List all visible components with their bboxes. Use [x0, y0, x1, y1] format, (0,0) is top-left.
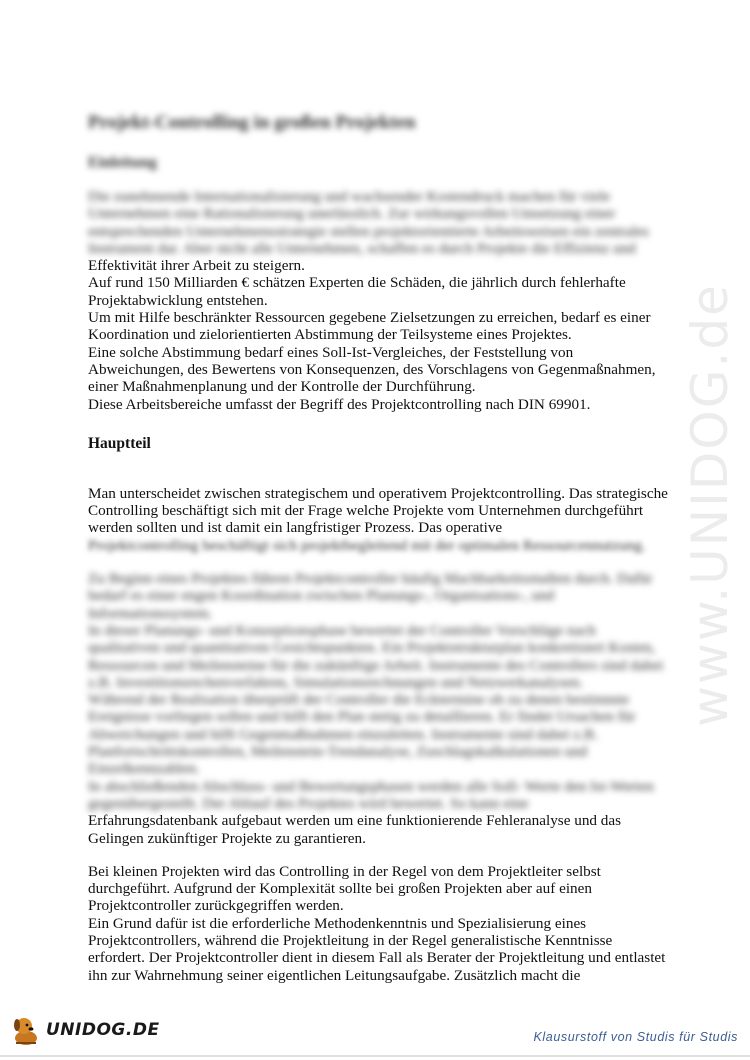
document-title: Projekt-Controlling in großen Projekten — [88, 112, 416, 133]
intro-line: Um mit Hilfe beschränkter Ressourcen gegebene Zielsetzungen zu erreichen, bedarf es einer Koordination und zielorientierten Abstimmung der Teilsysteme eines Projektes. — [88, 309, 651, 344]
middle-end-paragraph: Erfahrungsdatenbank aufgebaut werden um eine funktionierende Fehleranalyse und das Gelingen zukünftiger Projekte zu garantieren. — [88, 812, 622, 847]
middle-blurred-paragraph: In abschließenden Abschluss- und Bewertungsphasen werden alle Soll- Werte den Ist-Werten gegenübergestellt. Der Ablauf des Projektes wird bewertet. So kann eine — [88, 777, 654, 812]
watermark-text: www.UNIDOG.de — [681, 283, 740, 727]
intro-line: Auf rund 150 Milliarden € schätzen Experten die Schäden, die jährlich durch fehlerhafte Projektabwicklung entstehen. — [88, 274, 626, 309]
main-heading: Hauptteil — [88, 434, 151, 452]
logo-text: UNIDOG.DE — [46, 1020, 160, 1040]
watermark — [680, 270, 740, 740]
dog-mascot-icon — [8, 1012, 44, 1048]
middle-blurred-paragraph: In dieser Planungs- und Konzeptionsphase bewertet der Controller Vorschläge nach qualitativen und quantitativen Gesichtspunkten. Ein Projektstrukturplan konkretisiert Kosten, Ressourcen und Meilensteine für die zukünftige Arbeit. Instrumente des Controllers sind dabei z.B. Investitionsrechenverfahren, Simulationsrechnungen und Netzwerkanalysen. — [88, 621, 664, 691]
intro-line: Eine solche Abstimmung bedarf eines Soll-Ist-Vergleiches, der Feststellung von Abweichungen, des Bewertens von Konsequenzen, des Vorschlagens von Gegenmaßnahmen, einer Maßnahmenplanung und der Kontrolle der Durchführung. — [88, 343, 656, 396]
middle-blurred-paragraph: Während der Realisation überprüft der Controller die Ecktermine ob zu denen bestimmte Ereignisse vorliegen sollen und hilft den Plan stetig zu detaillieren. Er findet Ursachen für Abweichungen und hilft Gegenmaßnahmen einzuleiten. Instrumente sind dabei z.B. Planfortschrittskontrollen, Meilenstein-Trendanalyse, Zuschlagskalkulationen und Einzelkennzahlen. — [88, 691, 636, 778]
document-page — [88, 112, 668, 984]
middle-blurred-paragraph: Zu Beginn eines Projektes führen Projektcontroller häufig Machbarkeitsstudien durch. Dafür bedarf es einer engen Koordination zwischen Planungs-, Organisations-, und Informationssystem. — [88, 570, 653, 622]
unidog-logo[interactable] — [8, 1010, 158, 1050]
intro-line: Diese Arbeitsbereiche umfasst der Begriff des Projektcontrolling nach DIN 69901. — [88, 395, 591, 413]
footer-divider — [0, 1055, 750, 1057]
main-blurred-line: Projektcontrolling beschäftigt sich projektbegleitend mit der optimalen Ressourcennutzung. — [88, 536, 646, 554]
closing-paragraph: Ein Grund dafür ist die erforderliche Methodenkenntnis und Spezialisierung eines Projektcontrollers, während die Projektleitung in der Regel generalistische Kenntnisse erfordert. Der Projektcontroller dient in diesem Fall als Berater der Projektleitung und entlastet ihn zur Wahrnehmung seiner eigentlichen Leitungsaufgabe. Zusätzlich macht die — [88, 914, 666, 984]
main-paragraph: Man unterscheidet zwischen strategischem und operativem Projektcontrolling. Das strategische Controlling beschäftigt sich mit der Frage welche Projekte vom Unternehmen durchgeführt werden sollten und ist damit ein langfristiger Prozess. Das operative — [88, 484, 668, 537]
footer-tagline: Klausurstoff von Studis für Studis — [533, 1030, 738, 1044]
closing-paragraph: Bei kleinen Projekten wird das Controlling in der Regel von dem Projektleiter selbst durchgeführt. Aufgrund der Komplexität sollte bei großen Projekten aber auf einen Projektcontroller zurückgegriffen werden. — [88, 862, 601, 915]
intro-heading: Einleitung — [88, 154, 157, 171]
intro-blurred-paragraph: Die zunehmende Internationalisierung und wachsender Kostendruck machen für viele Unternehmen eine Rationalisierung unerlässlich. Zur wirkungsvollen Umsetzung einer entsprechenden Unternehmensstrategie stellen projektorientierte Arbeitsweisen ein zentrales Instrument dar. Aber nicht alle Unternehmen, schaffen es durch Projekte die Effizienz und — [88, 188, 649, 257]
intro-line: Effektivität ihrer Arbeit zu steigern. — [88, 257, 305, 275]
